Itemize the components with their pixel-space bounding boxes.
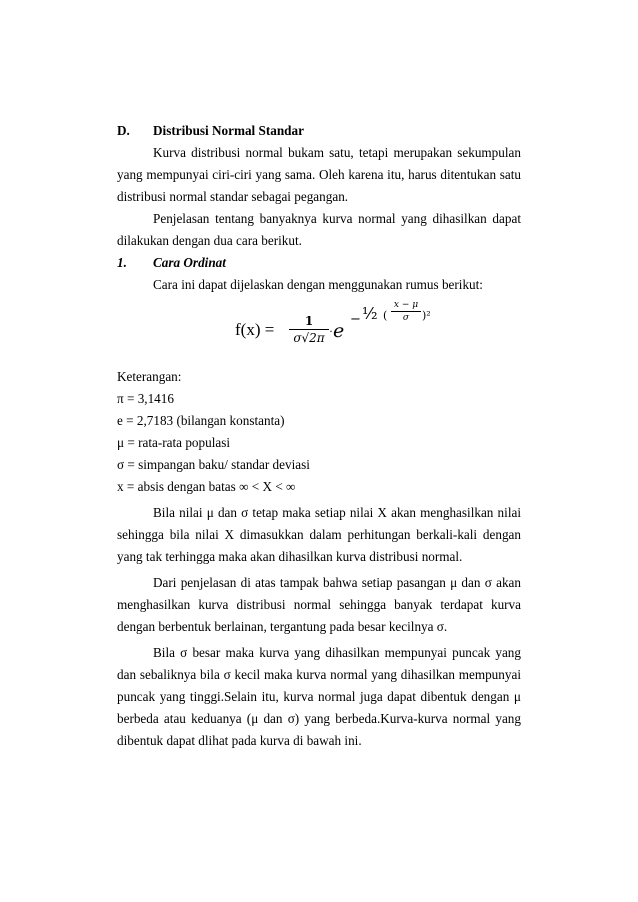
subsection-marker: 1. xyxy=(117,255,127,270)
page-content xyxy=(117,120,521,364)
formula-lhs: f(x) = xyxy=(235,320,275,339)
legend-item: μ = rata-rata populasi xyxy=(117,435,231,450)
legend-item: π = 3,1416 xyxy=(117,391,174,406)
paragraph-line: yang mempunyai ciri-ciri yang sama. Oleh karena itu, harus ditentukan satu xyxy=(117,167,521,182)
paragraph-line: yang tak terhingga maka akan dihasilkan kurva distribusi normal. xyxy=(117,549,463,564)
paragraph-line: Bila σ besar maka kurva yang dihasilkan mempunyai puncak yang xyxy=(153,645,521,660)
subsection-heading xyxy=(117,252,521,274)
legend-item: x = absis dengan batas ∞ < X < ∞ xyxy=(117,479,296,494)
paragraph-line: dilakukan dengan dua cara berikut. xyxy=(117,233,302,248)
paragraph-line: distribusi normal standar sebagai pegangan. xyxy=(117,189,349,204)
legend-item: e = 2,7183 (bilangan konstanta) xyxy=(117,413,285,428)
exponent-fraction xyxy=(391,300,421,323)
formula-denominator: σ√2π xyxy=(293,331,325,345)
paragraph-line: dan sebaliknya bila σ kecil maka kurva normal yang dihasilkan mempunyai xyxy=(117,667,521,682)
subsection-title: Cara Ordinat xyxy=(153,255,226,270)
paragraph-line: berbeda atau keduanya (μ dan σ) yang berbeda.Kurva-kurva normal yang xyxy=(117,711,521,726)
exponent-numerator: x − μ xyxy=(393,300,419,310)
paragraph-line: Penjelasan tentang banyaknya kurva normal yang dihasilkan dapat xyxy=(153,211,521,226)
paragraph-line: Bila nilai μ dan σ tetap maka setiap nilai X akan menghasilkan nilai xyxy=(153,505,521,520)
section-title: Distribusi Normal Standar xyxy=(153,123,304,138)
exponent-open-paren: ( xyxy=(383,309,388,322)
paragraph-line: menghasilkan kurva distribusi normal sehingga banyak terdapat kurva xyxy=(117,597,521,612)
exponent-minus: − xyxy=(350,312,361,327)
exponent-fraction-bar xyxy=(391,311,421,312)
subsection-intro: Cara ini dapat dijelaskan dengan menggunakan rumus berikut: xyxy=(153,277,483,292)
section-heading xyxy=(117,120,521,142)
paragraph-line: dengan berbentuk berlainan, tergantung pada besar kecilnya σ. xyxy=(117,619,448,634)
formula-base-e: e xyxy=(333,320,345,342)
exponent-half: ¹⁄₂ xyxy=(362,304,378,323)
paragraph-line: Dari penjelasan di atas tampak bahwa setiap pasangan μ dan σ akan xyxy=(153,575,521,590)
paragraph-line: puncak yang tinggi.Selain itu, kurva normal juga dapat dibentuk dengan μ xyxy=(117,689,521,704)
fraction-bar xyxy=(289,329,329,330)
formula-numerator: 1 xyxy=(304,314,314,328)
exponent-denominator: σ xyxy=(402,313,410,323)
formula-dot: · xyxy=(329,324,333,338)
legend-block xyxy=(117,366,521,752)
exponent-close-paren: )² xyxy=(422,309,431,322)
section-marker: D. xyxy=(117,123,130,138)
legend-heading: Keterangan: xyxy=(117,369,182,384)
paragraph-line: sehingga bila nilai X dimasukkan dalam perhitungan berkali-kali dengan xyxy=(117,527,521,542)
formula-fraction xyxy=(289,314,329,345)
paragraph-line: Kurva distribusi normal bukam satu, tetapi merupakan sekumpulan xyxy=(153,145,521,160)
normal-density-formula xyxy=(117,300,521,356)
legend-item: σ = simpangan baku/ standar deviasi xyxy=(117,457,310,472)
paragraph-line: dibentuk dapat dlihat pada kurva di bawah ini. xyxy=(117,733,362,748)
